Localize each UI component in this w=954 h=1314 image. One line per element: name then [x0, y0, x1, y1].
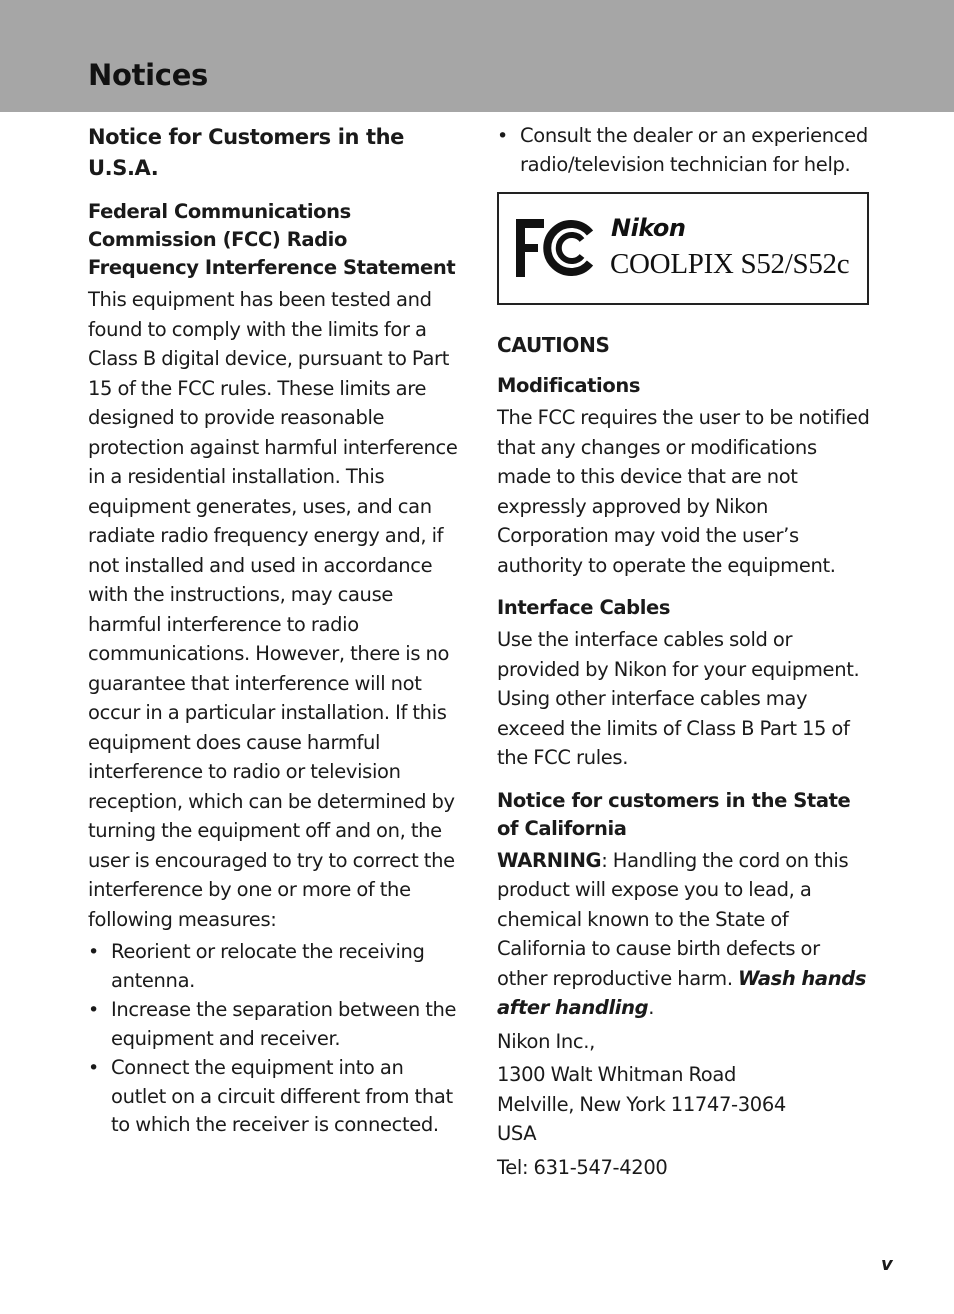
interface-cables-body: Use the interface cables sold or provided by Nikon for your equipment. Using other interface cables may exceed the limits of Class B Part 15 of the FCC rules. — [497, 628, 860, 769]
bullet-icon: • — [88, 1057, 99, 1079]
list-item-text: Increase the separation between the equipment and receiver. — [111, 998, 457, 1050]
fcc-compliance-box — [497, 192, 869, 305]
list-item — [88, 938, 458, 995]
model-name: COOLPIX S52/S52c — [610, 248, 850, 280]
cautions-title: CAUTIONS — [497, 333, 610, 357]
address-line: USA — [497, 1122, 537, 1145]
left-column — [88, 122, 458, 1141]
fcc-statement-title: Federal Communications Commission (FCC) Radio Frequency Interference Statement — [88, 200, 456, 279]
list-item — [497, 122, 873, 179]
list-item-text: Connect the equipment into an outlet on a circuit different from that to which the receiver is connected. — [111, 1056, 453, 1136]
address-line: Melville, New York 11747-3064 — [497, 1092, 786, 1116]
bullet-icon: • — [497, 125, 508, 147]
page-header — [0, 0, 954, 112]
interface-cables-title: Interface Cables — [497, 596, 671, 619]
address-line: 1300 Walt Whitman Road — [497, 1063, 737, 1086]
company-name: Nikon Inc., — [497, 1029, 595, 1053]
measures-list-continued — [497, 122, 873, 179]
telephone: Tel: 631-547-4200 — [497, 1155, 668, 1179]
modifications-title: Modifications — [497, 374, 641, 397]
warning-end: . — [648, 996, 655, 1019]
bullet-icon: • — [88, 999, 99, 1021]
list-item-text: Reorient or relocate the receiving antenna. — [111, 940, 425, 992]
warning-body: : Handling the cord on this product will expose you to lead, a chemical known to the State of California to cause birth defects or other reproductive harm. — [497, 848, 849, 990]
california-title: Notice for customers in the State of California — [497, 788, 851, 840]
measures-list — [88, 938, 458, 1140]
section-title-usa: Notice for Customers in the U.S.A. — [88, 125, 404, 180]
fcc-logo-icon — [516, 219, 596, 277]
bullet-icon: • — [88, 941, 99, 963]
california-warning — [497, 846, 873, 1023]
list-item-text: Consult the dealer or an experienced radio/television technician for help. — [520, 124, 868, 176]
page-number: v — [881, 1254, 893, 1275]
brand-name: Nikon — [611, 214, 686, 242]
right-column — [497, 122, 873, 1182]
list-item — [88, 996, 458, 1053]
warning-emphasis: Wash hands after handling — [497, 966, 867, 1019]
fcc-statement-body: This equipment has been tested and found to comply with the limits for a Class B digital device, pursuant to Part 15 of the FCC rules. These limits are designed to provide reasonable protection against harmful interference in a residential installation. This equipment generates, uses, and can radiate radio frequency energy and, if not installed and used in accordance with the instructions, may cause harmful interference to radio communications. However, there is no guarantee that interference will not occur in a particular installation. If this equipment does cause harmful interference to radio or television reception, which can be determined by turning the equipment off and on, the user is encouraged to try to correct the interference by one or more of the following measures: — [88, 288, 458, 931]
modifications-body: The FCC requires the user to be notified that any changes or modifications made to this device that are not expressly approved by Nikon Corporation may void the user’s authority to operate the equipment. — [497, 406, 870, 577]
list-item — [88, 1054, 458, 1140]
page-title: Notices — [88, 58, 209, 92]
warning-label: WARNING — [497, 848, 602, 872]
company-address — [497, 1060, 873, 1149]
